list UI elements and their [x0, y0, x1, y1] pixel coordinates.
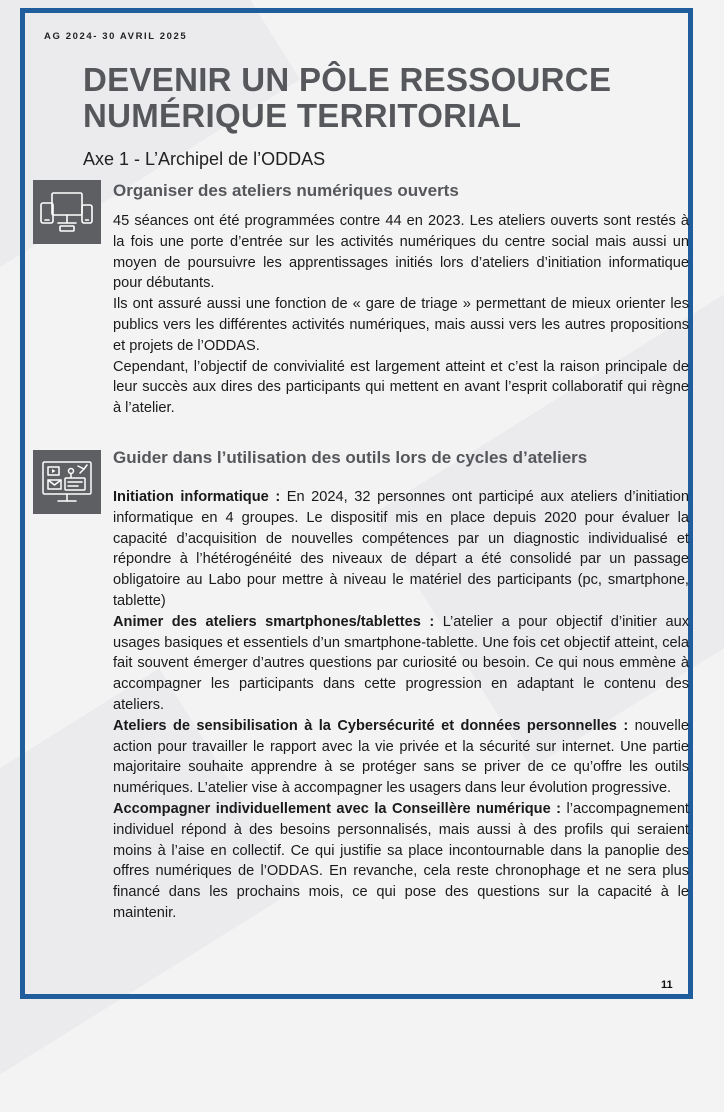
devices-icon: [33, 180, 101, 244]
section-2-item: [113, 612, 689, 716]
section-1-title: Organiser des ateliers numériques ouverts: [113, 181, 459, 200]
section-2-item-label: Accompagner individuellement avec la Conseillère numérique :: [113, 800, 562, 817]
section-2-item-label: Animer des ateliers smartphones/tablettes :: [113, 613, 435, 630]
section-1-paragraph: 45 séances ont été programmées contre 44 en 2023. Les ateliers ouverts sont restés à la fois une porte d’entrée sur les activités numériques du centre social mais aussi un moyen de poursuivre les apprentissages initiés lors d’ateliers d’initiation informatique pour débutants.: [113, 213, 689, 292]
page-number: 11: [661, 979, 673, 991]
header-tag: AG 2024- 30 AVRIL 2025: [44, 31, 188, 42]
section-2-item-label: Initiation informatique :: [113, 489, 281, 505]
section-2-item-text: En 2024, 32 personnes ont participé aux ateliers d’initiation informatique en 4 groupes. Le dispositif mis en place depuis 2020 pour évaluer la capacité d’acquisition de nouvelles compétences par un diagnostic individualisé et répondre à l’hétérogénéité des niveaux de départ a été consolidé par un passage obligatoire au Labo pour mettre à niveau le matériel des participants (pc, smartphone, tablette): [113, 489, 689, 609]
section-2-title: Guider dans l’utilisation des outils lors de cycles d’ateliers: [113, 448, 588, 467]
section-1-paragraph: Ils ont assuré aussi une fonction de « gare de triage » permettant de mieux orienter les publics vers les différentes activités numériques, mais aussi vers les autres propositions et projets de l’ODDAS.: [113, 296, 689, 354]
page-title-line-2: NUMÉRIQUE TERRITORIAL: [83, 97, 522, 134]
page-title-line-1: DEVENIR UN PÔLE RESSOURCE: [83, 61, 612, 98]
page-title: [83, 62, 683, 134]
digital-tools-icon: [33, 450, 101, 514]
section-2-item: [113, 799, 689, 924]
section-2-body: [113, 487, 689, 924]
section-2-item-text: L’atelier a pour objectif d’initier aux usages basiques et essentiels d’un smartphone-tablette. Une fois cet objectif atteint, cela fait souvent émerger d’autres questions par curiosité ou besoin. Ce qui nous emmène à accompagner les participants dans cette progression en adaptant le contenu des ateliers.: [113, 613, 689, 713]
section-1-body: [113, 211, 689, 419]
section-2-item-label: Ateliers de sensibilisation à la Cybersécurité et données personnelles :: [113, 717, 629, 734]
section-2-item-text: nouvelle action pour travailler le rapport avec la vie privée et la sécurité sur internet. Une partie majoritaire souhaite apprendre à se protéger sans se priver de ce qu’offre les outils numériques. L’atelier vise à accompagner les usagers dans leur évolution progressive.: [113, 717, 690, 797]
section-2-item-text: l’accompagnement individuel répond à des besoins personnalisés, mais aussi à des profils qui seraient moins à l’aise en collectif. Ce qui justifie sa place incontournable dans la panoplie des offres numériques de l’ODDAS. En revanche, cela reste chronophage et ne sera plus financé dans les prochains mois, ce qui pose des questions sur la capacité à le maintenir.: [113, 800, 689, 921]
section-1-paragraph: Cependant, l’objectif de convivialité est largement atteint et c’est la raison principale de leur succès aux dires des participants qui mettent en avant l’esprit collaboratif qui règne à l’atelier.: [113, 358, 689, 417]
section-2-item: [113, 716, 689, 799]
section-2-item: [113, 487, 689, 612]
page-subtitle: Axe 1 - L’Archipel de l’ODDAS: [83, 149, 326, 169]
